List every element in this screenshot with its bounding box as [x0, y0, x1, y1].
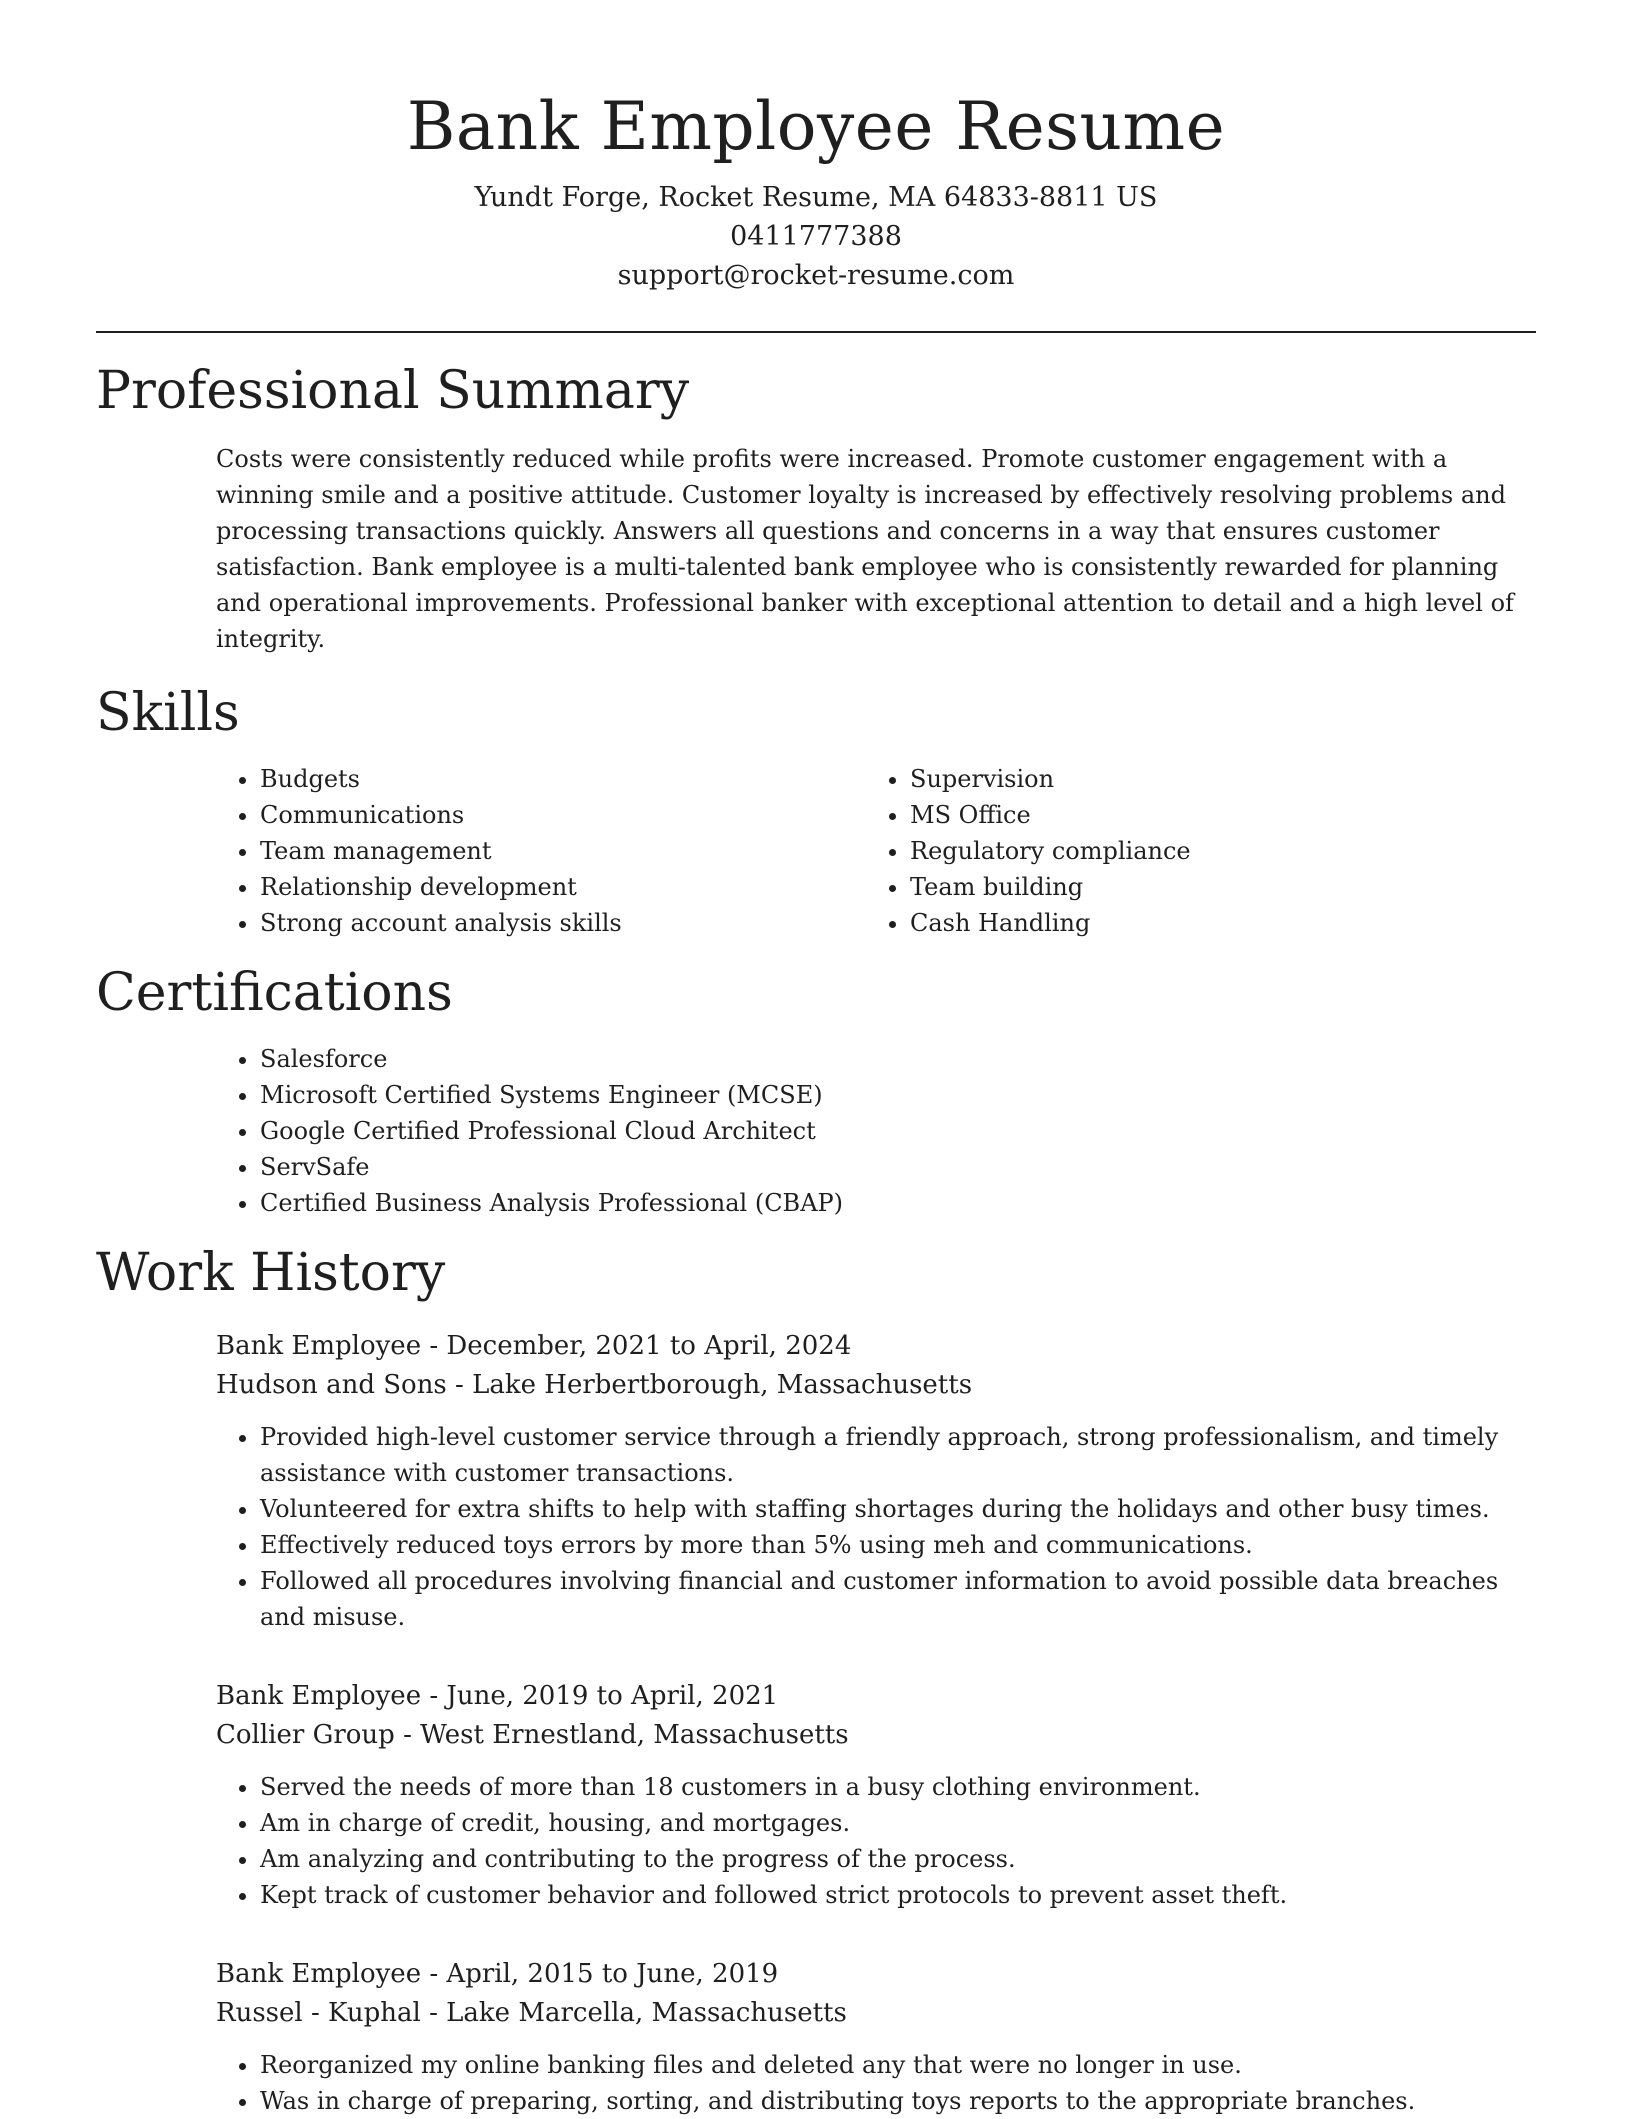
certifications-bullets [216, 1041, 1536, 1221]
job-duties [216, 2047, 1536, 2119]
job-company: Hudson and Sons [216, 1370, 447, 1400]
list-item: • Salesforce [260, 1041, 1536, 1077]
job-duties-list [216, 1769, 1536, 1913]
job-title: Bank Employee [216, 1959, 422, 1989]
certifications-list [216, 1041, 1536, 1221]
job-location: West Ernestland, Massachusetts [420, 1720, 849, 1750]
list-item: • Kept track of customer behavior and followed strict protocols to prevent asset theft. [260, 1877, 1536, 1913]
contact-info [96, 178, 1536, 295]
certifications-section [96, 961, 1536, 1221]
list-item: • Am analyzing and contributing to the progress of the process. [260, 1841, 1536, 1877]
list-item: • Reorganized my online banking files and deleted any that were no longer in use. [260, 2047, 1536, 2083]
skills-column-right [866, 761, 1516, 941]
list-item: • Regulatory compliance [910, 833, 1516, 869]
list-item: • Volunteered for extra shifts to help with staffing shortages during the holidays and other busy times. [260, 1491, 1536, 1527]
separator: - [421, 1959, 447, 1989]
list-item: • Strong account analysis skills [260, 905, 866, 941]
skills-column-left [216, 761, 866, 941]
resume-page [96, 0, 1536, 2119]
list-item: • Certified Business Analysis Professional (CBAP) [260, 1185, 1536, 1221]
job-entry [216, 1677, 1536, 1913]
list-item: • Served the needs of more than 18 customers in a busy clothing environment. [260, 1769, 1536, 1805]
job-company: Collier Group [216, 1720, 395, 1750]
list-item: • Supervision [910, 761, 1516, 797]
job-title-line [216, 1677, 1536, 1716]
skills-section [96, 681, 1536, 941]
section-heading-skills: Skills [96, 683, 240, 743]
contact-address: Yundt Forge, Rocket Resume, MA 64833-8811 US [474, 182, 1158, 213]
list-item: • Effectively reduced toys errors by more than 5% using meh and communications. [260, 1527, 1536, 1563]
job-company: Russel - Kuphal [216, 1998, 421, 2028]
job-duties [216, 1769, 1536, 1913]
separator: - [421, 1331, 447, 1361]
list-item: • Communications [260, 797, 866, 833]
list-item: • Was in charge of preparing, sorting, and distributing toys reports to the appropriate branches. [260, 2083, 1536, 2119]
list-item: • Provided high-level customer service through a friendly approach, strong professionalism, and timely assistance with customer transactions. [260, 1419, 1536, 1491]
separator: - [446, 1370, 473, 1400]
header-divider [96, 331, 1536, 333]
list-item: • Am in charge of credit, housing, and mortgages. [260, 1805, 1536, 1841]
list-item: • Team management [260, 833, 866, 869]
contact-phone: 0411777388 [730, 221, 902, 252]
job-dates: June, 2019 to April, 2021 [446, 1681, 779, 1711]
separator: - [394, 1720, 421, 1750]
skills-grid [216, 761, 1536, 941]
job-title-line [216, 1327, 1536, 1366]
job-location: Lake Marcella, Massachusetts [446, 1998, 847, 2028]
section-heading-summary: Professional Summary [96, 361, 690, 421]
section-heading-work-history: Work History [96, 1243, 446, 1303]
job-title-line [216, 1955, 1536, 1994]
job-title: Bank Employee [216, 1331, 422, 1361]
list-item: • ServSafe [260, 1149, 1536, 1185]
list-item: • Cash Handling [910, 905, 1516, 941]
job-title: Bank Employee [216, 1681, 422, 1711]
skills-list-right [866, 761, 1516, 941]
job-location: Lake Herbertborough, Massachusetts [472, 1370, 973, 1400]
job-duties-list [216, 2047, 1536, 2119]
resume-header [96, 0, 1536, 295]
resume-title: Bank Employee Resume [406, 88, 1226, 165]
job-dates: April, 2015 to June, 2019 [446, 1959, 779, 1989]
list-item: • Relationship development [260, 869, 866, 905]
professional-summary-section [96, 359, 1536, 657]
job-entry [216, 1327, 1536, 1635]
list-item: • Budgets [260, 761, 866, 797]
contact-email: support@rocket-resume.com [617, 260, 1015, 291]
list-item: • Google Certified Professional Cloud Architect [260, 1113, 1536, 1149]
separator: - [421, 1681, 447, 1711]
job-entry [216, 1955, 1536, 2119]
list-item: • Microsoft Certified Systems Engineer (MCSE) [260, 1077, 1536, 1113]
job-company-line [216, 1994, 1536, 2033]
job-dates: December, 2021 to April, 2024 [446, 1331, 852, 1361]
summary-text: Costs were consistently reduced while profits were increased. Promote customer engagement with a winning smile and a positive attitude. Customer loyalty is increased by effectively resolving problems and processing transactions quickly. Answers all questions and concerns in a way that ensures customer satisfaction. Bank employee is a multi-talented bank employee who is consistently rewarded for planning and operational improvements. Professional banker with exceptional attention to detail and a high level of integrity. [216, 445, 1514, 653]
job-company-line [216, 1716, 1536, 1755]
list-item: • Team building [910, 869, 1516, 905]
list-item: • MS Office [910, 797, 1516, 833]
job-company-line [216, 1366, 1536, 1405]
work-history-section [96, 1241, 1536, 2119]
job-duties [216, 1419, 1536, 1635]
list-item: • Followed all procedures involving financial and customer information to avoid possible data breaches and misuse. [260, 1563, 1536, 1635]
job-duties-list [216, 1419, 1536, 1635]
skills-list-left [216, 761, 866, 941]
separator: - [420, 1998, 447, 2028]
section-heading-certifications: Certifications [96, 963, 453, 1023]
